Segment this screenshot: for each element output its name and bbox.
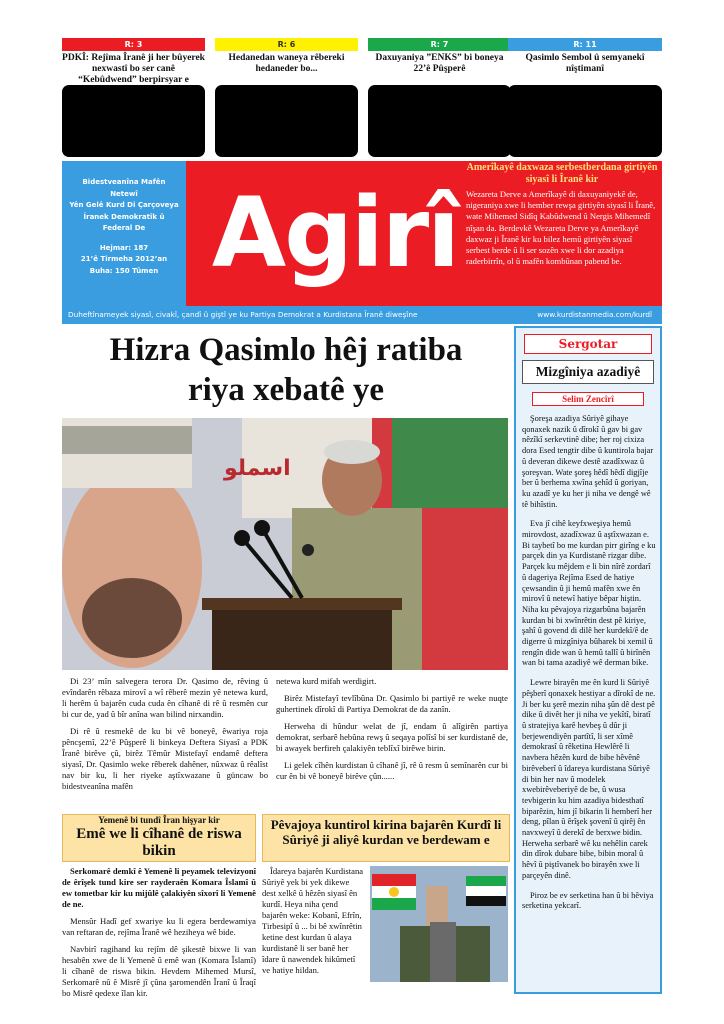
lead-photo bbox=[62, 418, 508, 670]
page-ref-badge: R: 11 bbox=[508, 38, 662, 51]
article-paragraph: Birêz Mistefayî tevlîbûna Dr. Qasimlo bi partiyê re weke nuqte guhertinek dîrokî di Partiya Demokrat de da zanîn. bbox=[276, 693, 508, 714]
editorial-sidebar bbox=[514, 326, 662, 994]
teaser-title[interactable]: Hedanedan waneya rêbereki hedaneder bo... bbox=[228, 53, 345, 74]
story-left-paragraph: Navbirî ragihand ku rejîm dê şikestê bixwe li van hesabên xwe de li Yemenê û emê wan (Komara Îslamî) li cîhanê de riswa bikin. Hevdem Mihemed Mursî, Serkomarê nû ê Misrê jî çûna şaromendên Îranî û Îraqî bo Misrê qedexe îlan kir. bbox=[62, 944, 256, 998]
issue-price: Buha: 150 Tûmen bbox=[89, 266, 159, 275]
teaser-3[interactable] bbox=[368, 38, 511, 157]
article-paragraph: netewa kurd mifah werdigirt. bbox=[276, 676, 377, 686]
slogan-line: Netewî bbox=[110, 189, 138, 198]
story-left-title[interactable]: Emê we li cîhanê de riswa bikin bbox=[76, 826, 242, 859]
website-link[interactable]: www.kurdistanmedia.com/kurdî bbox=[537, 310, 652, 319]
teaser-4[interactable] bbox=[508, 38, 662, 157]
teaser-image bbox=[62, 85, 205, 157]
story-left-kicker: Yemenê bi tundî Îran hişyar kir bbox=[98, 815, 220, 825]
story-left-body bbox=[62, 866, 256, 1005]
teaser-2[interactable] bbox=[215, 38, 358, 157]
story-right-title[interactable]: Pêvajoya kuntirol kirina bajarên Kurdî li Sûriyê ji aliyê kurdan ve berdewam e bbox=[270, 817, 502, 847]
teaser-title[interactable]: Daxuyaniya ”ENKS” bi boneya 22’ê Pûşperê bbox=[375, 53, 504, 74]
editorial-paragraph: Piroz be ev serketina han û bi hêviya serketina yekcarî. bbox=[522, 890, 654, 911]
page-ref-badge: R: 3 bbox=[62, 38, 205, 51]
editorial-text bbox=[522, 414, 656, 921]
article-column-1 bbox=[62, 676, 268, 798]
article-paragraph: Herweha di hûndur welat de jî, endam û alîgirên partiya demokrat, serbarê hebûna rewş û seqaya polîsî bi ser kurdistanê de, bi awayek berfireh çalakiyên teblîxî birêwe birin. bbox=[276, 721, 508, 753]
teaser-1[interactable] bbox=[62, 38, 205, 157]
slogan-line: Bidestveanîna Mafên bbox=[82, 178, 166, 186]
slogan-line: Îranek Demokratîk û bbox=[83, 212, 165, 221]
editorial-title[interactable]: Mizgîniya azadiyê bbox=[522, 360, 654, 384]
slogan-line: Yên Gelê Kurd Di Çarçoveya bbox=[69, 201, 179, 209]
editorial-author: Selim Zencîrî bbox=[532, 392, 644, 406]
flags-photo-illustration bbox=[370, 866, 508, 982]
story-right-body bbox=[262, 866, 364, 982]
teaser-image bbox=[215, 85, 358, 157]
article-column-2 bbox=[276, 676, 508, 788]
teaser-title[interactable]: Qasimlo Sembol û semyanekî nîştimanî bbox=[525, 53, 645, 74]
page-ref-badge: R: 6 bbox=[215, 38, 358, 51]
tagline: Duheftînameyek siyasî, civakî, çandî û giştî ye ku Partiya Demokrat a Kurdistana Îranê diweşîne bbox=[68, 310, 418, 319]
masthead-news[interactable] bbox=[466, 162, 658, 267]
masthead-news-body: Wezareta Derve a Amerîkayê di daxuyaniyekê de, nigeraniya xwe li hember rewşa girtiyên siyasî li Îranê, wate Mihemed Sidîq Kabûdwend û Nergis Mihemedî nîşan da. Berdevkê Wezareta Derve ya Amerîkayê daxwaz ji Îranê kir ku bilez hemû girtiyên siyasî serbest berde û li ser sozên xwe li dor azadiya raderbirrîn, ol û mafên kombûnan pabend be. bbox=[466, 189, 656, 267]
main-headline[interactable] bbox=[62, 330, 510, 410]
headline-line: Hizra Qasimlo hêj ratiba bbox=[109, 332, 463, 368]
story-left-lead: Serkomarê demkî ê Yemenê li peyamek televizyonî de êrîşek tund kire ser rayderaên Komara Îslamî û ew tometbar kir ku mijûlê çalakiyên sîxorî li Yemenê de ne. bbox=[62, 866, 256, 909]
headline-line: riya xebatê ye bbox=[187, 372, 385, 408]
newspaper-logo[interactable]: Agirî bbox=[211, 177, 459, 289]
editorial-paragraph: Eva jî cihê keyfxweşiya hemû mirovdost, azadîxwaz û aştîxwazan e. Bi taybetî bo me kurdan pirr girîng e ku parçek din ya Kurdistanê rizgar dibe. Parçek ku mêjdem e li bin nîrê zordarî û dageriya Rejîma Esed de hatiye çewsandin û ji hemû mafên xwe ên mirovî û netewî hatiye bêpar hiştin. Niha ku pêvajoya rizgarbûna bajarên kurdan bi bi xwînrêtin dest pê kiriye, şahî û govend di dilê her kurdekî/ê de digerre û mizgîniya bûharek bi xemil û rengîn dide wan û hemû tallî û birînên wan bi tama azadiyê wê derman bike. bbox=[522, 519, 656, 668]
tagline-strip bbox=[62, 306, 662, 324]
poster-text: اسملو bbox=[224, 456, 291, 481]
masthead-info-panel bbox=[62, 161, 186, 306]
article-paragraph: Di 23’ mîn salvegera terora Dr. Qasimo de, rêving û evîndarên rêbaza mirovî a wî rêberê mezin yê netewa kurd, li herêm û bajarên cuda cuda ên cîhanê di rê û resmên cur bi cur de, yad û bîr anîna wan bilind nirxandin. bbox=[62, 676, 268, 719]
teaser-title[interactable]: PDKÎ: Rejîma Îranê ji her bûyerek nexwastî bo ser canê “Kebûdwend” berpirsyar e bbox=[62, 53, 205, 85]
issue-number: Hejmar: 187 bbox=[99, 243, 149, 252]
article-paragraph: Di rê û resmekê de ku bi vê boneyê, êwariya roja pêncşemî, 22’ê Pûşperê li binkeya Deftera Siyasî a PDK Îranê birêve çû, birêz Têmûr Mistefayî endamê deftera siyasî, Dr. Qasimlo weke rêberek dahêner, nûxwaz û rêalîst nav bir ku, li her riyeke aştîxwazane û güncaw bo bidestveanîna mafên bbox=[62, 726, 268, 791]
flag-photo bbox=[370, 866, 508, 982]
editorial-tag: Sergotar bbox=[524, 334, 652, 354]
issue-date: 21’ê Tirmeha 2012’an bbox=[80, 255, 168, 263]
slogan-line: Federal De bbox=[102, 224, 146, 232]
article-paragraph: Li gelek cîhên kurdistan û cîhanê jî, rê û resm û semînarên cur bi cur ên bi vê boneyê birêve çûn...... bbox=[276, 760, 508, 781]
story-left-paragraph: Mensûr Hadî gef xwariye ku li egera berdewamiya van reftaran de, rejîma Îranê wê heziheya wê bide. bbox=[62, 916, 256, 937]
teaser-image bbox=[368, 85, 511, 157]
story-right-paragraph: Îdareya bajarên Kurdistana Sûriyê yek bi yek dikewe dest xelkê û hêzên siyasî ên kurdî. Heya niha çend bajarên weke: Kobanî, Efrîn, Tirbesipî û ... bi bê xwînrêtin ketine dest kurdan û alaya kurdistanê li ser banê her îdare û nawendek hikûmetî ve hatiye hildan. bbox=[262, 866, 364, 975]
masthead-news-title[interactable]: Amerîkayê daxwaza serbestberdana girtiyên siyasî li Îranê kir bbox=[466, 162, 658, 185]
editorial-paragraph: Lewre birayên me ên kurd li Sûriyê pêşberî qonaxek hestiyar a dîrokî de ne. Ji ber ku şerê mezin niha şûn dê dest pê dike û divêt her ji niha ve yekîtî, biratî û stratejiya karê hevbeş û dûr ji berjewendiyên partîtî, li ser xîmê demokrasî û rêketina Hewlêrê li navbera hêzên kurd de bibe hêvênê birêveberî û îdareya kurdistana Sûriyê di bin her nav û modelek xwebirêveberiyê de be, û wusa tevbigerin ku him azadiya bidesthatî biparêzin, him jî bikarin li hemberî her deng, pîlan û êrîşek şovenî û qirêj ên navxweyî û derekî de berxwe bidin. Herweha serbarê wê ku nehêlin carek din dîrok dubare bibe, bibin moral û hêvî û piştîvanek bo birayên xwe li parçeyên dinê. bbox=[522, 678, 656, 880]
page-ref-badge: R: 7 bbox=[368, 38, 511, 51]
editorial-paragraph: Şoreşa azadiya Sûriyê gihaye qonaxek nazik û dîrokî û gav bi gav nêzîkî serkevtinê dibe; her roj cixiza dora Esed tengtir dibe û kuntirola bajar û deveran dikewe destê azadîxwaz û şoreşvan. Wate şoreş hêdî hêdî digjîje ber û berhema xwîna şehîd û goriyan, ku azadî ye ku her ji niha ve dengê wê tê bihîstin. bbox=[522, 414, 654, 509]
teaser-image bbox=[508, 85, 662, 157]
